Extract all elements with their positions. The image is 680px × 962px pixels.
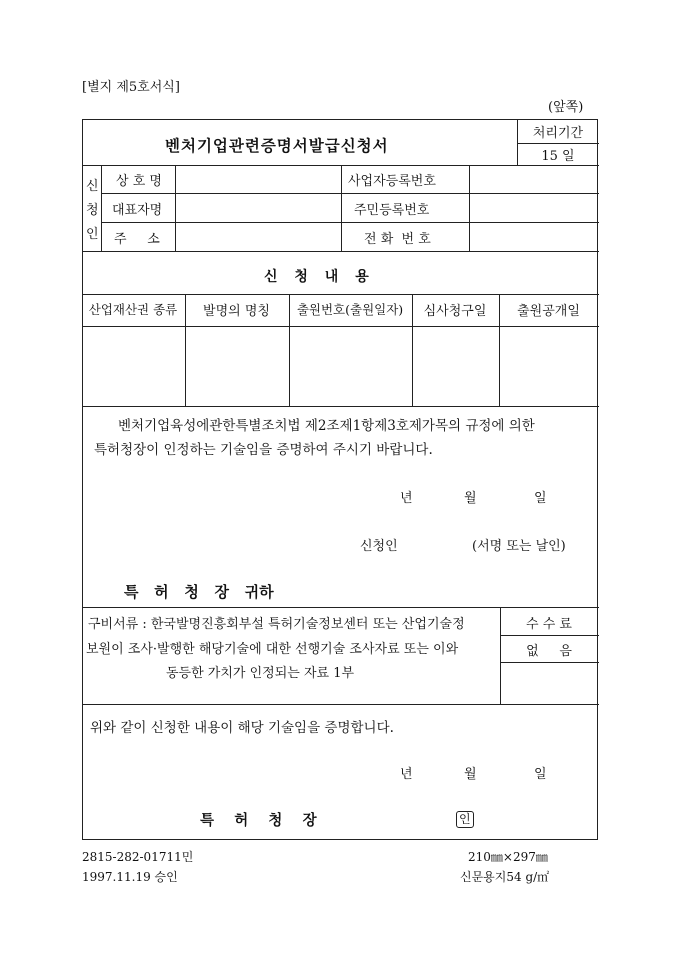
documents-line2: 보원이 조사·발행한 해당기술에 대한 선행기술 조사자료 또는 이와 xyxy=(86,642,459,657)
invention-name-field[interactable] xyxy=(187,327,287,403)
paper-size: 210㎜×297㎜ xyxy=(468,850,548,864)
processing-period-label: 처리기간 xyxy=(532,126,584,141)
rule xyxy=(83,704,599,705)
applicant-group-char: 인 xyxy=(86,227,99,242)
rule xyxy=(83,251,599,252)
resident-number-label: 주민등록번호 xyxy=(354,203,430,218)
header-application-number: 출원번호(출원일자) xyxy=(296,302,404,317)
fee-label: 수 수 료 xyxy=(526,617,572,632)
header-publication-date: 출원공개일 xyxy=(517,304,580,319)
application-number-field[interactable] xyxy=(291,327,410,403)
rule xyxy=(469,165,470,251)
documents-line1: 구비서류 : 한국발명진흥회부설 특허기술정보센터 또는 산업기술정 xyxy=(88,617,465,632)
certification-text: 위와 같이 신청한 내용이 해당 기술임을 증명합니다. xyxy=(90,720,394,736)
company-name-label: 상 호 명 xyxy=(116,174,162,189)
content-section-title: 신 청 내 용 xyxy=(264,269,375,285)
rule xyxy=(83,406,599,407)
cert-date-day: 일 xyxy=(534,767,547,782)
representative-label: 대표자명 xyxy=(112,203,163,218)
applicant-group-char: 신 xyxy=(86,179,99,194)
ip-type-field[interactable] xyxy=(84,327,183,403)
request-date-month: 월 xyxy=(464,491,477,506)
resident-number-field[interactable] xyxy=(472,194,596,221)
rule xyxy=(175,165,176,251)
fee-value: 없 음 xyxy=(526,644,572,659)
phone-field[interactable] xyxy=(472,223,596,250)
rule xyxy=(500,635,599,636)
request-text-line2: 특허청장이 인정하는 기술임을 증명하여 주시기 바랍니다. xyxy=(94,442,433,458)
cert-date-month: 월 xyxy=(464,767,477,782)
form-code: 2815-282-01711민 xyxy=(82,850,194,864)
request-date-year: 년 xyxy=(400,491,413,506)
phone-label: 전 화 번 호 xyxy=(364,232,431,247)
applicant-signature-label: 신청인 xyxy=(360,539,398,554)
approval-date: 1997.11.19 승인 xyxy=(82,870,178,884)
header-ip-type: 산업재산권 종류 xyxy=(88,302,178,317)
issuer: 특 허 청 장 xyxy=(200,812,317,829)
seal-char: 인 xyxy=(456,811,474,828)
request-text-line1: 벤처기업육성에관한특별조치법 제2조제1항제3호제가목의 규정에 의한 xyxy=(118,418,535,434)
paper-type: 신문용지54 g/㎡ xyxy=(460,870,550,884)
cert-date-year: 년 xyxy=(400,767,413,782)
addressee: 특 허 청 장 귀하 xyxy=(124,583,274,601)
applicant-group-char: 청 xyxy=(86,203,99,218)
page-side-label: (앞쪽) xyxy=(548,100,584,115)
header-invention-name: 발명의 명칭 xyxy=(203,304,270,319)
publication-date-field[interactable] xyxy=(501,327,597,403)
exam-request-date-field[interactable] xyxy=(414,327,497,403)
address-label: 주 소 xyxy=(114,232,160,247)
representative-field[interactable] xyxy=(178,194,340,221)
request-date-day: 일 xyxy=(534,491,547,506)
business-number-label: 사업자등록번호 xyxy=(348,174,436,189)
business-number-field[interactable] xyxy=(472,167,596,193)
processing-period-value: 15 일 xyxy=(541,149,575,164)
rule xyxy=(500,662,599,663)
signature-note: (서명 또는 날인) xyxy=(472,539,566,554)
form-number-label: [별지 제5호서식] xyxy=(82,80,180,95)
company-name-field[interactable] xyxy=(178,167,340,193)
rule xyxy=(83,294,599,295)
rule xyxy=(83,607,599,608)
header-exam-request-date: 심사청구일 xyxy=(423,304,487,319)
form-title: 벤처기업관련증명서발급신청서 xyxy=(165,136,389,155)
seal-stamp xyxy=(456,808,474,828)
address-field[interactable] xyxy=(178,223,340,250)
rule xyxy=(341,165,342,251)
rule xyxy=(101,165,102,251)
rule xyxy=(517,143,599,144)
documents-line3: 동등한 가치가 인정되는 자료 1부 xyxy=(166,666,355,681)
